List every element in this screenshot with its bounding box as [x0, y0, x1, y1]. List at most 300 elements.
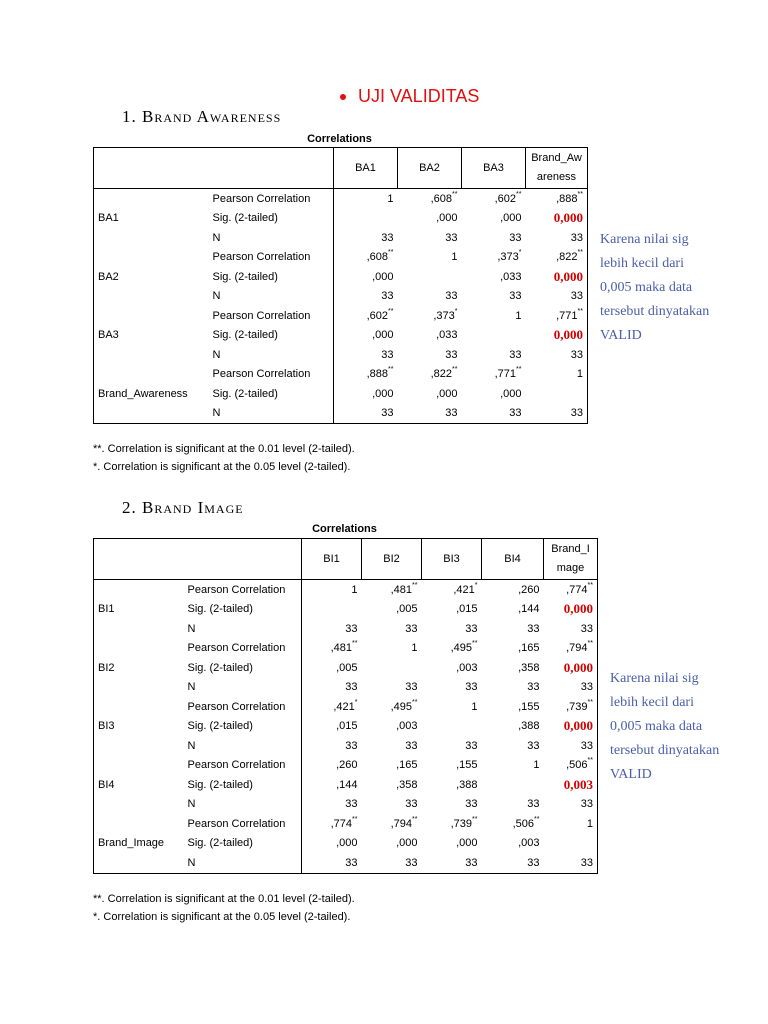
table-cell: [302, 736, 362, 756]
cell-value: 33: [405, 739, 418, 752]
row-statistic-label: Sig. (2-tailed): [187, 603, 253, 616]
cell-value: ,481: [390, 583, 413, 596]
table-cell: [482, 717, 544, 737]
section1-footnote-2: *. Correlation is significant at the 0.05 level (2-tailed).: [93, 461, 351, 473]
table-cell: [398, 228, 462, 248]
column-header: Brand_Aw areness: [526, 148, 588, 189]
cell-value: ,888: [366, 368, 389, 381]
table-cell: [422, 795, 482, 815]
row-statistic-label: N: [187, 798, 196, 811]
cell-value: ,506: [566, 759, 588, 772]
significance-marker: **: [577, 307, 583, 315]
row-statistic-label: Pearson Correlation: [187, 759, 286, 772]
highlighted-sig-value: 0,000: [563, 601, 593, 617]
row-statistic-label: Pearson Correlation: [212, 309, 311, 322]
table-cell: [526, 404, 588, 424]
cell-value: ,358: [518, 661, 540, 674]
cell-value: ,481: [330, 642, 353, 655]
cell-value: ,421: [333, 700, 355, 713]
table-row: [94, 248, 588, 268]
highlighted-sig-value: 0,000: [563, 659, 593, 675]
bullet-icon: [340, 94, 346, 100]
cell-value: 33: [509, 348, 522, 361]
cell-value: ,155: [518, 700, 540, 713]
cell-value: 33: [405, 622, 418, 635]
header-corner: [94, 148, 334, 189]
row-statistic-label: N: [187, 856, 196, 869]
table-cell: [362, 600, 422, 620]
cell-value: ,015: [456, 603, 478, 616]
uji-validitas-heading: [340, 86, 479, 107]
table-cell: [334, 287, 398, 307]
significance-marker: **: [577, 190, 583, 198]
cell-value: 33: [580, 739, 593, 752]
section2-title: 2. Brand Image: [122, 498, 244, 517]
table-cell: [544, 697, 598, 717]
row-statistic-label: Sig. (2-tailed): [187, 720, 253, 733]
cell-value: 33: [509, 290, 522, 303]
table-cell: [398, 384, 462, 404]
cell-value: 33: [580, 622, 593, 635]
significance-marker: **: [352, 815, 358, 823]
table-cell: [526, 248, 588, 268]
column-header: BI2: [362, 539, 422, 580]
cell-value: 33: [445, 290, 458, 303]
cell-value: ,608: [430, 192, 453, 205]
cell-value: ,000: [500, 387, 522, 400]
table-cell: [462, 189, 526, 209]
table-cell: [302, 756, 362, 776]
cell-value: ,000: [372, 387, 394, 400]
row-statistic-label: Sig. (2-tailed): [212, 329, 278, 342]
column-header: BA3: [462, 148, 526, 189]
table-cell: [302, 600, 362, 620]
table-cell: [422, 756, 482, 776]
cell-value: 1: [515, 309, 522, 322]
significance-marker: **: [412, 815, 418, 823]
cell-value: ,774: [330, 817, 353, 830]
table-cell: [462, 384, 526, 404]
table-cell: [334, 345, 398, 365]
row-statistic-label: N: [212, 231, 221, 244]
table-cell: [462, 365, 526, 385]
significance-marker: **: [577, 249, 583, 257]
table-cell: [422, 678, 482, 698]
table-cell: [362, 580, 422, 600]
table-cell: [422, 853, 482, 873]
table-cell: [482, 775, 544, 795]
row-statistic-label: Sig. (2-tailed): [212, 387, 278, 400]
row-variable-label: BA3: [98, 329, 119, 342]
cell-value: ,506: [512, 817, 535, 830]
significance-marker: **: [452, 366, 458, 374]
cell-value: 33: [405, 856, 418, 869]
table-cell: [482, 639, 544, 659]
highlighted-sig-value: 0,000: [553, 268, 583, 284]
table-cell: [422, 775, 482, 795]
table-cell: [526, 306, 588, 326]
table-cell: [544, 756, 598, 776]
table-cell: [362, 853, 422, 873]
table-cell: [526, 228, 588, 248]
table-row: [94, 697, 598, 717]
table-cell: [398, 306, 462, 326]
cell-value: 33: [405, 681, 418, 694]
table-cell: [302, 853, 362, 873]
table-cell: [482, 658, 544, 678]
column-header: BA1: [334, 148, 398, 189]
table-cell: [302, 658, 362, 678]
cell-value: 33: [465, 739, 478, 752]
highlighted-sig-value: 0,000: [563, 718, 593, 734]
cell-value: ,495: [390, 700, 413, 713]
table-cell: [398, 326, 462, 346]
table-cell: [526, 345, 588, 365]
highlighted-sig-value: 0,000: [553, 210, 583, 226]
cell-value: 1: [533, 759, 540, 772]
significance-marker: *: [518, 249, 522, 257]
cell-value: ,260: [518, 583, 540, 596]
table-cell: [302, 619, 362, 639]
table-cell: [462, 287, 526, 307]
table-cell: [422, 736, 482, 756]
table-cell: [482, 834, 544, 854]
cell-value: ,033: [436, 329, 458, 342]
section2-footnote-1: **. Correlation is significant at the 0.01 level (2-tailed).: [93, 893, 355, 905]
row-statistic-label: N: [212, 348, 221, 361]
cell-value: ,005: [396, 603, 418, 616]
cell-value: 33: [381, 290, 394, 303]
table-row: [94, 365, 588, 385]
row-statistic-label: Pearson Correlation: [187, 817, 286, 830]
cell-value: ,495: [450, 642, 473, 655]
significance-marker: *: [354, 698, 358, 706]
table-cell: [334, 326, 398, 346]
cell-value: ,000: [372, 270, 394, 283]
cell-value: 33: [465, 856, 478, 869]
cell-value: ,144: [336, 778, 358, 791]
row-statistic-label: Pearson Correlation: [212, 251, 311, 264]
table-cell: [302, 697, 362, 717]
significance-marker: **: [587, 757, 593, 765]
table-cell: [398, 189, 462, 209]
cell-value: 33: [345, 622, 358, 635]
table-cell: [334, 209, 398, 229]
table-cell: [526, 365, 588, 385]
table-body: [94, 189, 588, 424]
row-variable-label: BI3: [98, 720, 115, 733]
cell-value: 33: [381, 231, 394, 244]
cell-value: ,602: [494, 192, 517, 205]
table-cell: [362, 639, 422, 659]
cell-value: ,421: [453, 583, 475, 596]
table-cell: [398, 287, 462, 307]
table-cell: [362, 658, 422, 678]
column-header: BA2: [398, 148, 462, 189]
cell-value: 1: [411, 642, 418, 655]
table-cell: [462, 345, 526, 365]
table-cell: [482, 619, 544, 639]
row-statistic-label: Sig. (2-tailed): [212, 270, 278, 283]
table-cell: [422, 717, 482, 737]
row-variable-label: Brand_Awareness: [98, 387, 188, 400]
cell-value: ,888: [556, 192, 578, 205]
cell-value: ,608: [366, 251, 389, 264]
row-variable-label: BI2: [98, 661, 115, 674]
cell-value: ,033: [500, 270, 522, 283]
significance-marker: **: [516, 366, 522, 374]
table-cell: [334, 189, 398, 209]
significance-marker: **: [587, 581, 593, 589]
table-cell: [334, 248, 398, 268]
table-cell: [398, 404, 462, 424]
cell-value: ,165: [518, 642, 540, 655]
significance-marker: **: [388, 307, 394, 315]
row-statistic-label: Pearson Correlation: [187, 700, 286, 713]
significance-marker: *: [474, 581, 478, 589]
table-cell: [544, 619, 598, 639]
cell-value: ,003: [396, 720, 418, 733]
row-statistic-label: Sig. (2-tailed): [187, 778, 253, 791]
row-statistic-label: Sig. (2-tailed): [187, 661, 253, 674]
cell-value: ,373: [497, 251, 519, 264]
table-cell: [302, 678, 362, 698]
header-corner: [94, 539, 302, 580]
cell-value: ,000: [372, 329, 394, 342]
table-cell: [526, 209, 588, 229]
cell-value: 33: [527, 856, 540, 869]
cell-value: ,000: [336, 837, 358, 850]
table-cell: [422, 834, 482, 854]
table-cell: [544, 600, 598, 620]
table-cell: [334, 306, 398, 326]
row-statistic-label: Pearson Correlation: [212, 192, 311, 205]
table-cell: [362, 795, 422, 815]
cell-value: 33: [465, 798, 478, 811]
cell-value: ,000: [436, 387, 458, 400]
column-header: BI3: [422, 539, 482, 580]
cell-value: ,000: [500, 212, 522, 225]
table-cell: [482, 736, 544, 756]
cell-value: 33: [580, 681, 593, 694]
table-cell: [422, 639, 482, 659]
table-cell: [398, 365, 462, 385]
table-cell: [544, 814, 598, 834]
column-header: BI1: [302, 539, 362, 580]
cell-value: 33: [345, 856, 358, 869]
significance-marker: **: [472, 640, 478, 648]
cell-value: 33: [527, 622, 540, 635]
table-cell: [422, 814, 482, 834]
table-cell: [302, 775, 362, 795]
cell-value: ,358: [396, 778, 418, 791]
cell-value: ,003: [456, 661, 478, 674]
cell-value: ,260: [336, 759, 358, 772]
significance-marker: **: [452, 190, 458, 198]
cell-value: 1: [586, 817, 593, 830]
section2-footnote-2: *. Correlation is significant at the 0.05 level (2-tailed).: [93, 911, 351, 923]
table-cell: [526, 287, 588, 307]
table-cell: [462, 248, 526, 268]
cell-value: 33: [465, 681, 478, 694]
row-statistic-label: N: [187, 681, 196, 694]
table-header-row: [94, 148, 588, 189]
cell-value: ,822: [556, 251, 578, 264]
table-cell: [302, 639, 362, 659]
cell-value: 1: [576, 368, 583, 381]
cell-value: ,000: [456, 837, 478, 850]
cell-value: ,000: [436, 212, 458, 225]
table-cell: [362, 814, 422, 834]
table-cell: [526, 384, 588, 404]
cell-value: ,602: [366, 309, 389, 322]
section1-conclusion-note: Karena nilai sig lebih kecil dari 0,005 maka data tersebut dinyatakan VALID: [600, 232, 710, 343]
column-header: BI4: [482, 539, 544, 580]
cell-value: 33: [381, 348, 394, 361]
row-statistic-label: N: [212, 290, 221, 303]
table-cell: [462, 326, 526, 346]
table-cell: [362, 834, 422, 854]
row-variable-label: BA1: [98, 212, 119, 225]
cell-value: ,373: [433, 309, 455, 322]
cell-value: ,822: [430, 368, 453, 381]
table-cell: [302, 814, 362, 834]
row-statistic-label: Pearson Correlation: [212, 368, 311, 381]
significance-marker: **: [534, 815, 540, 823]
table-cell: [302, 795, 362, 815]
significance-marker: **: [412, 698, 418, 706]
row-statistic-label: Pearson Correlation: [187, 642, 286, 655]
table-cell: [544, 834, 598, 854]
cell-value: ,739: [566, 700, 588, 713]
table-cell: [334, 228, 398, 248]
table-cell: [334, 384, 398, 404]
cell-value: 1: [351, 583, 358, 596]
cell-value: 33: [527, 798, 540, 811]
cell-value: 33: [580, 856, 593, 869]
table-cell: [398, 209, 462, 229]
table-cell: [482, 697, 544, 717]
significance-marker: *: [454, 307, 458, 315]
cell-value: ,388: [518, 720, 540, 733]
table-row: [94, 639, 598, 659]
table-cell: [544, 678, 598, 698]
cell-value: 33: [509, 407, 522, 420]
table-cell: [398, 267, 462, 287]
cell-value: ,165: [396, 759, 418, 772]
column-header: Brand_I mage: [544, 539, 598, 580]
significance-marker: **: [587, 698, 593, 706]
cell-value: 33: [445, 348, 458, 361]
table-cell: [334, 267, 398, 287]
table-cell: [362, 756, 422, 776]
significance-marker: **: [516, 190, 522, 198]
cell-value: 1: [451, 251, 458, 264]
cell-value: ,155: [456, 759, 478, 772]
table-cell: [362, 717, 422, 737]
row-statistic-label: Pearson Correlation: [187, 583, 286, 596]
table-cell: [362, 619, 422, 639]
cell-value: 1: [471, 700, 478, 713]
significance-marker: **: [352, 640, 358, 648]
table-cell: [422, 697, 482, 717]
row-variable-label: BI1: [98, 603, 115, 616]
table-cell: [334, 365, 398, 385]
table-cell: [526, 326, 588, 346]
table-row: [94, 814, 598, 834]
table-cell: [544, 853, 598, 873]
cell-value: 33: [445, 231, 458, 244]
cell-value: ,003: [518, 837, 540, 850]
cell-value: ,739: [450, 817, 473, 830]
table-cell: [302, 834, 362, 854]
table-cell: [462, 306, 526, 326]
significance-marker: **: [388, 249, 394, 257]
uji-validitas-text: UJI VALIDITAS: [358, 86, 480, 106]
highlighted-sig-value: 0,003: [563, 776, 593, 792]
highlighted-sig-value: 0,000: [553, 327, 583, 343]
table-cell: [362, 678, 422, 698]
table-cell: [544, 658, 598, 678]
brand-awareness-correlation-table: [93, 147, 588, 424]
section1-footnote-1: **. Correlation is significant at the 0.01 level (2-tailed).: [93, 443, 355, 455]
table-body: [94, 580, 598, 874]
table-cell: [422, 658, 482, 678]
table-cell: [398, 345, 462, 365]
cell-value: 33: [345, 681, 358, 694]
cell-value: ,794: [566, 642, 588, 655]
table-cell: [422, 600, 482, 620]
cell-value: 33: [570, 407, 583, 420]
cell-value: 33: [580, 798, 593, 811]
table-cell: [482, 580, 544, 600]
table-cell: [482, 814, 544, 834]
section1-title: 1. Brand Awareness: [122, 107, 282, 126]
table-cell: [544, 639, 598, 659]
cell-value: 33: [345, 739, 358, 752]
table-cell: [544, 775, 598, 795]
table-cell: [462, 267, 526, 287]
cell-value: 33: [527, 681, 540, 694]
cell-value: 1: [387, 192, 394, 205]
table-cell: [544, 580, 598, 600]
cell-value: ,794: [390, 817, 413, 830]
table-cell: [544, 795, 598, 815]
cell-value: 33: [405, 798, 418, 811]
table-cell: [302, 717, 362, 737]
table-cell: [544, 717, 598, 737]
cell-value: ,144: [518, 603, 540, 616]
table-cell: [422, 580, 482, 600]
table-cell: [482, 853, 544, 873]
cell-value: ,771: [494, 368, 517, 381]
cell-value: 33: [345, 798, 358, 811]
table-header-row: [94, 539, 598, 580]
table-cell: [462, 209, 526, 229]
cell-value: ,388: [456, 778, 478, 791]
row-variable-label: BA2: [98, 270, 119, 283]
row-statistic-label: N: [187, 622, 196, 635]
table-cell: [462, 228, 526, 248]
table-cell: [462, 404, 526, 424]
significance-marker: **: [412, 581, 418, 589]
section1-caption: Correlations: [307, 133, 372, 145]
table-cell: [526, 189, 588, 209]
cell-value: ,774: [566, 583, 588, 596]
table-row: [94, 306, 588, 326]
cell-value: ,771: [556, 309, 578, 322]
table-row: [94, 189, 588, 209]
